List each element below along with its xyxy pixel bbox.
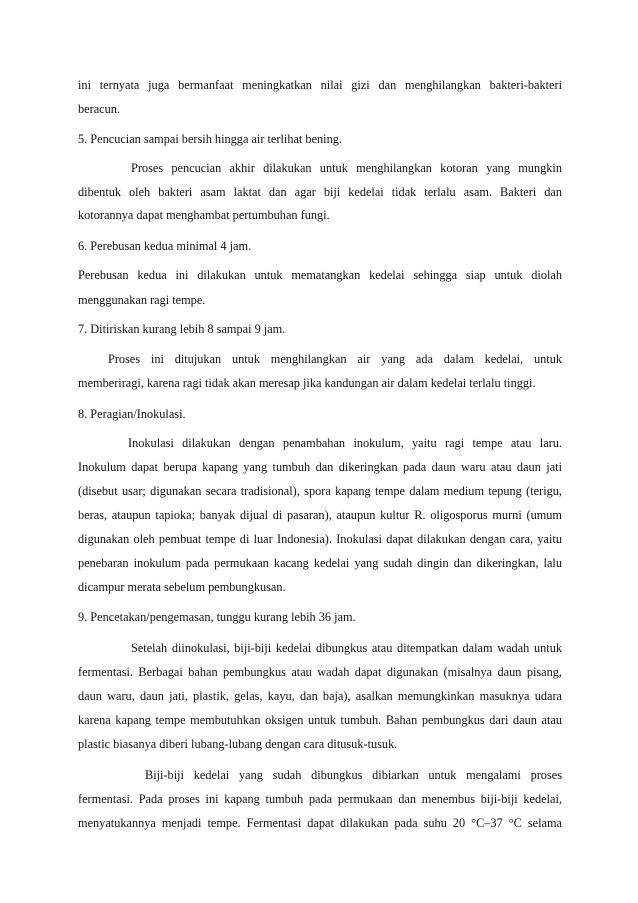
paragraph-line: daun waru, daun jati, plastik, gelas, kayu, dan baja), asalkan memungkinkan masuknya udara (78, 689, 562, 703)
paragraph-line: menggunakan ragi tempe. (78, 293, 206, 307)
section-heading: 7. Ditiriskan kurang lebih 8 sampai 9 jam. (78, 322, 286, 336)
section-heading: 9. Pencetakan/pengemasan, tunggu kurang lebih 36 jam. (78, 610, 356, 624)
paragraph-line: (disebut usar; digunakan secara tradisional), spora kapang tempe dalam medium tepung (terigu, (78, 484, 562, 498)
paragraph-line: penebaran inokulum pada permukaan kacang kedelai yang sudah dingin dan dikeringkan, lalu (78, 556, 562, 570)
paragraph-line: beracun. (78, 102, 120, 116)
paragraph-line: beras, ataupun tapioka; banyak dijual di pasaran), ataupun kultur R. oligosporus murni (umum (78, 508, 562, 522)
paragraph-line: digunakan oleh pembuat tempe di luar Indonesia). Inokulasi dapat dilakukan dengan cara, yaitu (78, 532, 562, 546)
paragraph-line: karena kapang tempe membutuhkan oksigen untuk tumbuh. Bahan pembungkus dari daun atau (78, 713, 562, 727)
paragraph-line: kotorannya dapat menghambat pertumbuhan fungi. (78, 208, 330, 222)
paragraph-line: dicampur merata sebelum pembungkusan. (78, 580, 286, 594)
paragraph-line: Inokulum dapat berupa kapang yang tumbuh dan dikeringkan pada daun waru atau daun jati (78, 460, 562, 474)
paragraph-line: fermentasi. Pada proses ini kapang tumbuh pada permukaan dan menembus biji-biji kedelai, (78, 792, 562, 806)
paragraph-line: memberiragi, karena ragi tidak akan meresap jika kandungan air dalam kedelai terlalu tinggi. (78, 376, 536, 390)
paragraph-line: Proses ini ditujukan untuk menghilangkan air yang ada dalam kedelai, untuk (108, 352, 562, 366)
paragraph-line: dibentuk oleh bakteri asam laktat dan agar biji kedelai tidak terlalu asam. Bakteri dan (78, 185, 562, 199)
section-heading: 5. Pencucian sampai bersih hingga air terlihat bening. (78, 132, 342, 146)
paragraph-line: menyatukannya menjadi tempe. Fermentasi dapat dilakukan pada suhu 20 °C–37 °C selama (78, 816, 562, 830)
paragraph-line: Proses pencucian akhir dilakukan untuk menghilangkan kotoran yang mungkin (131, 161, 562, 175)
paragraph-line: plastic biasanya diberi lubang-lubang dengan cara ditusuk-tusuk. (78, 737, 398, 751)
paragraph-line: Biji-biji kedelai yang sudah dibungkus dibiarkan untuk mengalami proses (145, 768, 562, 782)
paragraph-line: Perebusan kedua ini dilakukan untuk mematangkan kedelai sehingga siap untuk diolah (78, 268, 562, 282)
paragraph-line: Inokulasi dilakukan dengan penambahan inokulum, yaitu ragi tempe atau laru. (128, 436, 562, 450)
paragraph-line: Setelah diinokulasi, biji-biji kedelai dibungkus atau ditempatkan dalam wadah untuk (131, 641, 562, 655)
section-heading: 6. Perebusan kedua minimal 4 jam. (78, 239, 252, 253)
paragraph-line: ini ternyata juga bermanfaat meningkatkan nilai gizi dan menghilangkan bakteri-bakteri (78, 78, 562, 92)
section-heading: 8. Peragian/Inokulasi. (78, 407, 186, 421)
paragraph-line: fermentasi. Berbagai bahan pembungkus atau wadah dapat digunakan (misalnya daun pisang, (78, 665, 562, 679)
